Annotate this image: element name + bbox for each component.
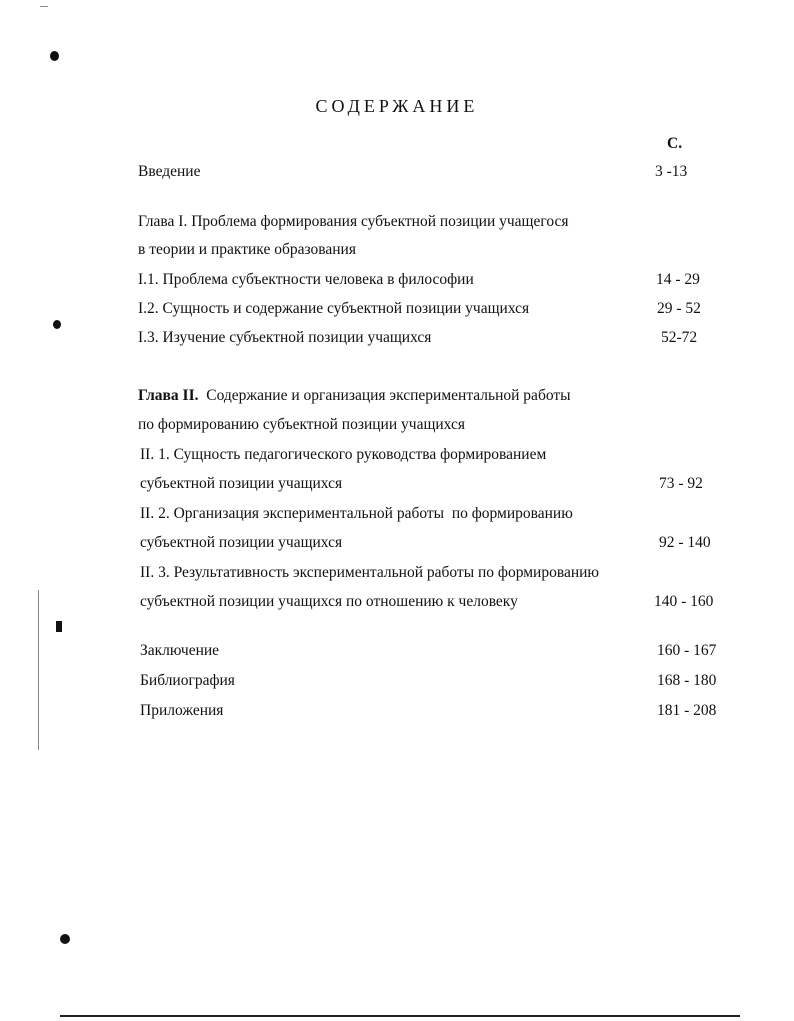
toc-entry-pages: 160 - 167 [657, 642, 717, 659]
toc-entry-label: I.2. Сущность и содержание субъектной позиции учащихся [138, 300, 530, 317]
toc-entry-label: Заключение [140, 642, 220, 659]
chapter-title: Глава I. Проблема формирования субъектной позиции учащегося [138, 213, 569, 230]
page-title: СОДЕРЖАНИЕ [315, 96, 479, 116]
toc-entry-label: субъектной позиции учащихся [140, 475, 343, 492]
toc-entry-label: Приложения [140, 702, 224, 719]
toc-entry-pages: 3 -13 [655, 163, 688, 180]
scan-speck [40, 6, 48, 7]
chapter-title-rest: Содержание и организация экспериментальной работы [198, 387, 571, 404]
toc-entry-pages: 73 - 92 [659, 475, 703, 492]
page-column-header: С. [667, 135, 683, 152]
toc-entry-pages: 92 - 140 [659, 534, 711, 551]
chapter-title: в теории и практике образования [138, 241, 356, 258]
toc-entry-label: субъектной позиции учащихся по отношению к человеку [140, 593, 518, 610]
toc-entry-pages: 181 - 208 [657, 702, 717, 719]
toc-entry-pages: 168 - 180 [657, 672, 717, 689]
toc-entry-label: II. 2. Организация экспериментальной работы по формированию [140, 505, 573, 522]
toc-entry-label: I.3. Изучение субъектной позиции учащихся [138, 329, 432, 346]
scan-edge-line [38, 590, 39, 750]
scan-bottom-line [60, 1015, 740, 1017]
toc-entry-pages: 14 - 29 [656, 271, 700, 288]
toc-entry-label: Библиография [140, 672, 235, 689]
toc-entry-pages: 29 - 52 [657, 300, 701, 317]
toc-entry-label: субъектной позиции учащихся [140, 534, 343, 551]
chapter-title [138, 387, 571, 405]
scan-speck [60, 934, 70, 944]
toc-entry-label: I.1. Проблема субъектности человека в философии [138, 271, 474, 288]
toc-entry-pages: 140 - 160 [654, 593, 714, 610]
toc-entry-label: Введение [138, 163, 201, 180]
scan-speck [53, 320, 61, 329]
toc-entry-label: II. 1. Сущность педагогического руководства формированием [140, 446, 547, 463]
chapter-title-bold: Глава II. [138, 387, 199, 404]
chapter-title: по формированию субъектной позиции учащихся [138, 416, 465, 433]
toc-entry-pages: 52-72 [661, 329, 698, 346]
scan-speck [56, 621, 62, 632]
scan-speck [50, 51, 59, 61]
toc-entry-label: II. 3. Результативность экспериментальной работы по формированию [140, 564, 599, 581]
